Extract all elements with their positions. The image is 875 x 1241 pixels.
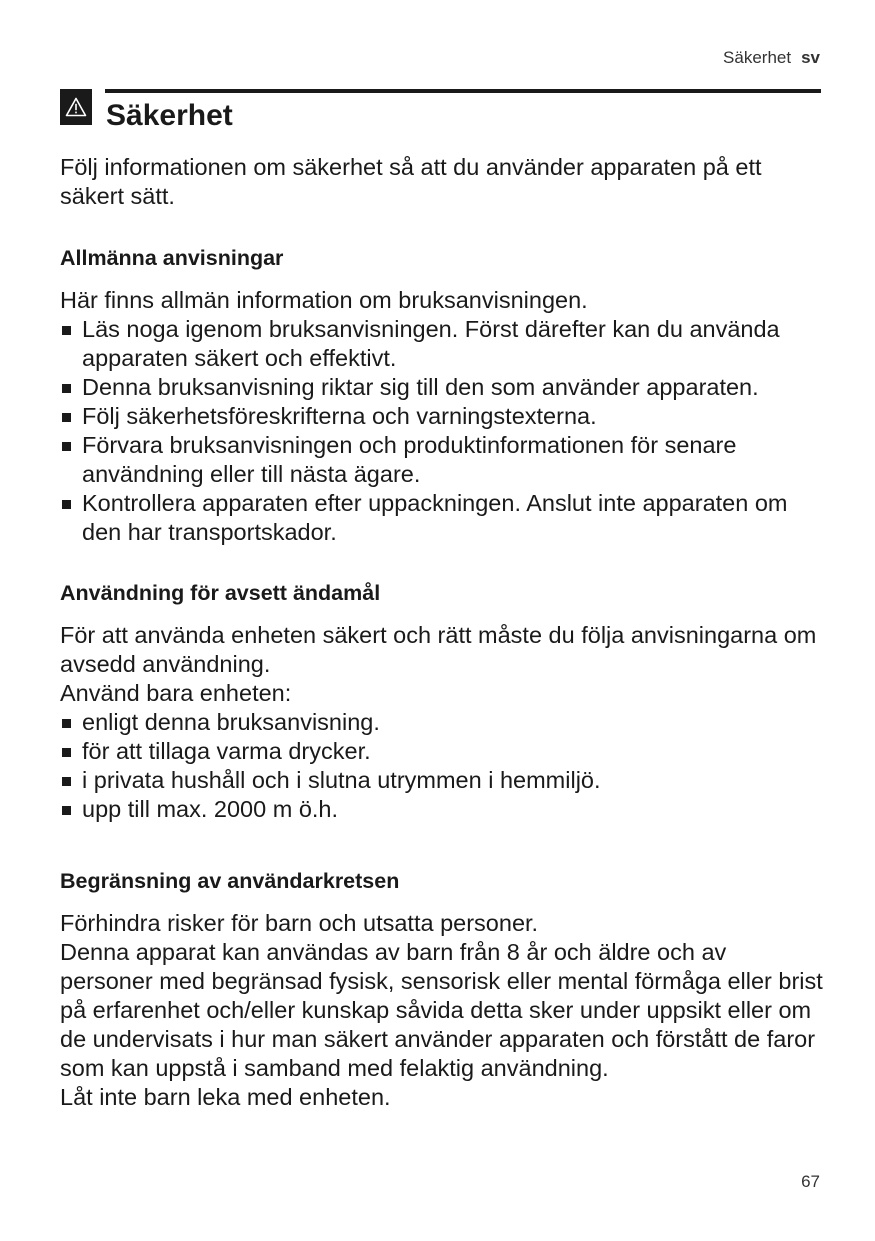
- section-title: Säkerhet: [106, 99, 233, 132]
- list-item: Följ säkerhetsföreskrifterna och varningstexterna.: [60, 402, 825, 431]
- intended-use-heading: Användning för avsett ändamål: [60, 581, 381, 605]
- list-item: för att tillaga varma drycker.: [60, 737, 825, 766]
- restriction-paragraph-3: Låt inte barn leka med enheten.: [60, 1084, 391, 1110]
- general-lead: Här finns allmän information om bruksanvisningen.: [60, 287, 588, 313]
- intended-use-lead-2: Använd bara enheten:: [60, 680, 292, 706]
- list-item: Läs noga igenom bruksanvisningen. Först därefter kan du använda apparaten säkert och effektivt.: [60, 315, 825, 373]
- intro-paragraph: Följ informationen om säkerhet så att du använder apparaten på ett säkert sätt.: [60, 154, 762, 209]
- general-list: [60, 315, 825, 547]
- warning-icon: [60, 89, 92, 125]
- list-item: upp till max. 2000 m ö.h.: [60, 795, 825, 824]
- page-number: 67: [801, 1172, 820, 1191]
- language-code: sv: [801, 48, 820, 67]
- list-item: i privata hushåll och i slutna utrymmen i hemmiljö.: [60, 766, 825, 795]
- restriction-paragraph-1: Förhindra risker för barn och utsatta personer.: [60, 910, 539, 936]
- running-head-section: Säkerhet: [723, 48, 792, 67]
- list-item: Kontrollera apparaten efter uppackningen. Anslut inte apparaten om den har transportskador.: [60, 489, 825, 547]
- intended-use-list: [60, 708, 825, 824]
- restriction-heading: Begränsning av användarkretsen: [60, 869, 400, 893]
- list-item: enligt denna bruksanvisning.: [60, 708, 825, 737]
- title-rule: [105, 89, 821, 93]
- list-item: Denna bruksanvisning riktar sig till den som använder apparaten.: [60, 373, 825, 402]
- list-item: Förvara bruksanvisningen och produktinformationen för senare användning eller till nästa ägare.: [60, 431, 825, 489]
- page-content: [60, 153, 825, 1112]
- restriction-paragraph-2: Denna apparat kan användas av barn från 8 år och äldre och av personer med begränsad fysisk, sensorisk eller mental förmåga eller brist på erfarenhet och/eller kunskap såvida detta sker under uppsikt eller om de undervisats i hur man säkert använder apparaten och förstått de faror som kan uppstå i samband med felaktig användning.: [60, 939, 823, 1081]
- running-head: [723, 48, 820, 68]
- intended-use-lead: För att använda enheten säkert och rätt måste du följa anvisningarna om avsedd användning.: [60, 622, 817, 677]
- general-heading: Allmänna anvisningar: [60, 246, 284, 270]
- warning-triangle-icon: [65, 97, 87, 117]
